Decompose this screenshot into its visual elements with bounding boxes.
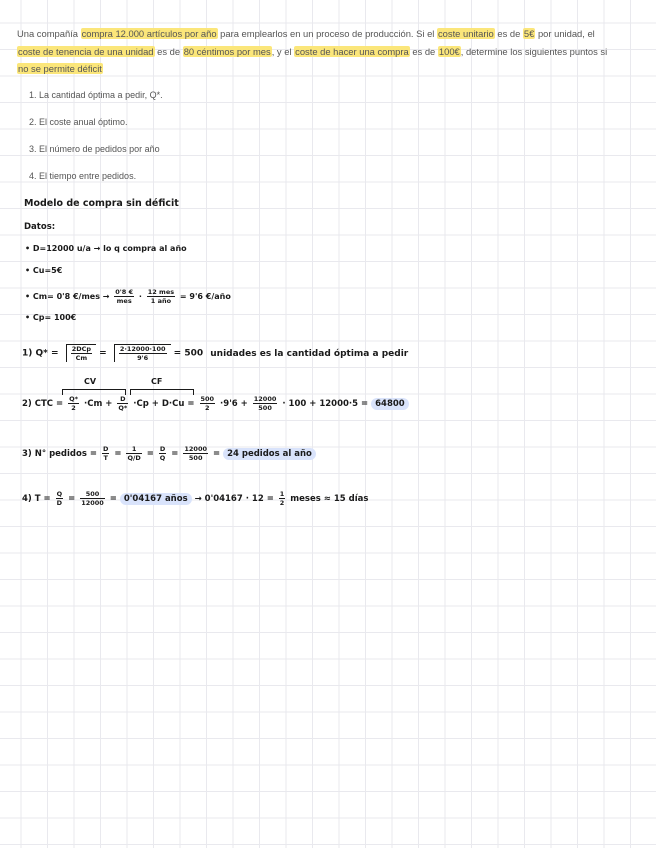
highlight-unit-cost: coste unitario: [437, 28, 494, 39]
highlight-holding-cost: coste de tenencia de una unidad: [18, 45, 154, 57]
notes-title: Modelo de compra sin déficit: [24, 198, 179, 209]
question-item: 4. El tiempo entre pedidos.: [29, 171, 137, 181]
fraction: [114, 288, 134, 305]
result-highlight: 24 pedidos al año: [223, 448, 316, 460]
sqrt-expression: [66, 344, 96, 362]
fraction: [68, 395, 79, 412]
fraction-num: 12 mes: [147, 288, 175, 296]
datum-holding-cost: [25, 288, 231, 305]
problem-text: es de: [409, 45, 438, 57]
problem-text: es de: [494, 28, 523, 39]
expression-part: · 100 + 12000·5 =: [282, 399, 369, 409]
fraction: [253, 395, 278, 412]
problem-text: , determine los siguientes puntos si: [460, 45, 608, 57]
datum-order-cost: • Cp= 100€: [25, 313, 77, 322]
fraction: [71, 345, 92, 362]
fraction-num: 500: [200, 395, 215, 403]
problem-text: por unidad, el: [535, 28, 595, 39]
answer-label: 4) T =: [22, 494, 51, 504]
fraction-num: 1: [279, 490, 285, 498]
datum-holding-result: = 9'6 €/año: [179, 292, 231, 301]
fraction: [147, 288, 175, 305]
expression-part: → 0'04167 · 12 =: [194, 494, 274, 504]
fraction-den: Cm: [75, 354, 88, 362]
fraction-den: 1 año: [150, 297, 172, 305]
problem-text: Una compañía: [17, 28, 81, 39]
variable-cost-label: CV: [84, 377, 97, 386]
fraction: [102, 445, 109, 462]
sqrt-expression: [114, 344, 171, 362]
fraction-den: D: [56, 499, 63, 507]
answer-label: 3) N° pedidos =: [22, 449, 97, 459]
fraction: [56, 490, 64, 507]
operator: =: [171, 449, 179, 459]
fraction-num: Q*: [69, 395, 79, 403]
problem-statement: [17, 25, 617, 78]
operator: =: [68, 494, 76, 504]
answer-value: = 500: [173, 348, 204, 359]
fraction-num: 1: [126, 445, 141, 454]
answer-1: [22, 344, 408, 362]
fraction: [279, 490, 286, 507]
fraction-num: D: [102, 445, 109, 453]
problem-text: , y el: [271, 45, 295, 57]
expression-part: ·9'6 +: [220, 399, 248, 409]
fixed-cost-label: CF: [151, 377, 163, 386]
fraction-num: 12000: [184, 445, 208, 453]
answer-4: [22, 490, 368, 507]
expression-part: ·Cp + D·Cu =: [133, 399, 195, 409]
result-highlight: 0'04167 años: [120, 493, 192, 505]
answer-comment: unidades es la cantidad óptima a pedir: [210, 348, 409, 359]
fraction: [117, 395, 128, 412]
question-item: 1. La cantidad óptima a pedir, Q*.: [29, 90, 163, 100]
operator: =: [99, 348, 107, 359]
fraction: [80, 490, 105, 507]
fraction: [200, 395, 216, 412]
fraction-num: 12000: [253, 395, 277, 403]
datum-unit-cost: • Cu=5€: [25, 266, 63, 275]
fraction-den: Q*: [118, 404, 128, 412]
highlight-no-deficit: no se permite déficit: [18, 63, 102, 74]
problem-text: para emplearlos en un proceso de producción. Si el: [217, 28, 437, 39]
expression-part: ·Cm +: [84, 399, 113, 409]
datum-holding-label: • Cm= 0'8 €/mes →: [25, 292, 110, 301]
datos-heading: Datos:: [24, 222, 56, 232]
fraction: [183, 445, 208, 462]
fraction-num: 0'8 €: [115, 288, 134, 296]
fraction: [126, 445, 141, 462]
fraction-den: T: [103, 454, 108, 462]
answer-label: 1) Q* =: [22, 348, 59, 359]
answer-2: [22, 395, 409, 412]
fraction-den: Q/D: [127, 454, 141, 462]
fraction-den: mes: [116, 297, 132, 305]
answer-label: 2) CTC =: [22, 399, 64, 409]
fraction-num: 2·12000·100: [119, 345, 166, 353]
fraction: [119, 345, 167, 362]
fraction-den: 500: [258, 404, 272, 412]
highlight-order-cost: coste de hacer una compra: [295, 45, 409, 57]
fraction-den: 2: [205, 404, 210, 412]
result-highlight: 64800: [371, 398, 409, 410]
operator: =: [109, 494, 117, 504]
fraction-den: Q: [159, 454, 166, 462]
operator: ·: [138, 292, 142, 301]
fraction-num: 500: [80, 490, 105, 499]
expression-part: meses ≈ 15 días: [290, 494, 369, 504]
fraction-den: 12000: [81, 499, 104, 507]
fraction-num: D: [117, 395, 128, 404]
operator: =: [146, 449, 154, 459]
highlight-holding-cost-value: 80 céntimos por mes: [183, 45, 271, 57]
fraction-num: Q: [56, 490, 63, 498]
operator: =: [212, 449, 221, 459]
fraction-den: 2: [279, 499, 285, 507]
highlight-units: compra 12.000 artículos por año: [81, 28, 217, 39]
fraction-den: 500: [188, 454, 203, 462]
datum-demand: • D=12000 u/a → lo q compra al año: [25, 244, 187, 253]
fraction-num: D: [159, 445, 166, 453]
problem-text: es de: [154, 45, 183, 57]
question-item: 3. El número de pedidos por año: [29, 144, 160, 154]
operator: =: [114, 449, 122, 459]
answer-3: [22, 445, 316, 462]
question-list: [29, 88, 163, 196]
fraction: [159, 445, 167, 462]
fraction-num: 2DCp: [71, 345, 92, 353]
highlight-unit-cost-value: 5€: [523, 28, 535, 39]
question-item: 2. El coste anual óptimo.: [29, 117, 128, 127]
fraction-den: 9'6: [137, 354, 149, 362]
fraction-den: 2: [71, 404, 76, 412]
highlight-order-cost-value: 100€: [438, 45, 460, 57]
